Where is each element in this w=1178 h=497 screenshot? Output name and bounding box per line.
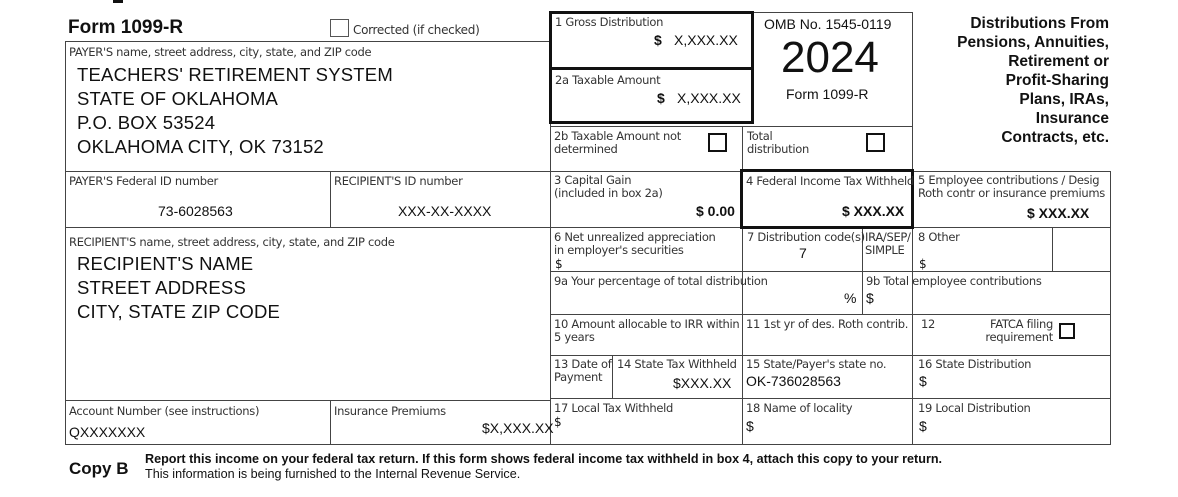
grid-line — [742, 126, 912, 127]
box-19-label: 19 Local Distribution — [918, 401, 1031, 415]
box-14-value: $XXX.XX — [673, 375, 732, 391]
omb-number: OMB No. 1545-0119 — [764, 16, 892, 32]
fatca-label: FATCA filing requirement — [985, 317, 1053, 344]
grid-line — [1052, 227, 1053, 271]
box-9a-label: 9a Your percentage of total distribution — [554, 274, 768, 288]
box-17-value: $ — [554, 415, 562, 429]
box-17-label: 17 Local Tax Withheld — [554, 401, 674, 415]
box-9a-value: % — [844, 290, 857, 306]
clipped-text-fragment — [113, 0, 123, 3]
box-2b-label: 2b Taxable Amount not determined — [554, 129, 681, 156]
box-4-value: $ XXX.XX — [842, 203, 905, 219]
box-1-dollar: $ — [654, 32, 662, 48]
box-5-label: 5 Employee contributions / Desig Roth contr or insurance premiums — [918, 173, 1105, 200]
box-8-label: 8 Other — [918, 230, 960, 244]
recipient-address-label: RECIPIENT'S name, street address, city, state, and ZIP code — [69, 235, 395, 249]
grid-line — [550, 355, 1111, 356]
insurance-premiums-label: Insurance Premiums — [334, 404, 446, 418]
grid-line — [65, 171, 1111, 172]
payer-address: TEACHERS' RETIREMENT SYSTEM STATE OF OKLAHOMA P.O. BOX 53524 OKLAHOMA CITY, OK 73152 — [77, 64, 393, 157]
form-name: Form 1099-R — [786, 86, 869, 102]
box-8-value: $ — [919, 257, 927, 271]
grid-line — [550, 271, 1111, 272]
grid-line — [1110, 171, 1111, 445]
grid-line — [65, 227, 550, 228]
box-5-value: $ XXX.XX — [1027, 205, 1090, 221]
fatca-checkbox[interactable] — [1059, 323, 1075, 339]
box-15-value: OK-736028563 — [746, 373, 841, 389]
grid-line — [612, 355, 613, 399]
payer-federal-id-label: PAYER'S Federal ID number — [69, 174, 218, 188]
box-7-label: 7 Distribution code(s) — [747, 230, 865, 244]
payer-address-label: PAYER'S name, street address, city, state, and ZIP code — [69, 45, 372, 59]
insurance-premiums-value: $X,XXX.XX — [482, 420, 554, 436]
tax-year: 2024 — [781, 33, 879, 82]
box-16-value: $ — [919, 373, 927, 389]
account-number: QXXXXXXX — [69, 424, 146, 440]
box-19-value: $ — [919, 418, 927, 434]
box-2b-checkbox[interactable] — [708, 133, 727, 152]
box-4-label: 4 Federal Income Tax Withheld — [746, 174, 914, 188]
form-title: Form 1099-R — [68, 17, 184, 38]
copy-label: Copy B — [69, 459, 129, 478]
box-2a-value: X,XXX.XX — [677, 90, 741, 106]
box-9b-value: $ — [866, 290, 874, 306]
box-12-label: 12 — [921, 317, 936, 331]
box-2a-label: 2a Taxable Amount — [555, 73, 661, 87]
box-6-label: 6 Net unrealized appreciation in employer's securities — [554, 230, 716, 257]
box-10-label: 10 Amount allocable to IRR within 5 years — [554, 317, 740, 344]
corrected-label: Corrected (if checked) — [353, 23, 480, 37]
box-1-value: X,XXX.XX — [674, 32, 738, 48]
box-2a-dollar: $ — [657, 90, 665, 106]
box-9b-label: 9b Total employee contributions — [866, 274, 1042, 288]
box-18-value: $ — [746, 418, 754, 434]
grid-line — [862, 271, 863, 315]
box-13-label: 13 Date of Payment — [554, 357, 612, 384]
grid-line — [65, 41, 550, 42]
grid-line — [550, 398, 1111, 399]
grid-line — [65, 41, 66, 445]
grid-line — [65, 444, 1111, 445]
box-1-label: 1 Gross Distribution — [555, 15, 664, 29]
grid-line — [550, 314, 1111, 315]
box-18-label: 18 Name of locality — [746, 401, 853, 415]
box-11-label: 11 1st yr of des. Roth contrib. — [746, 317, 909, 331]
grid-line — [330, 400, 331, 445]
box-3-value: $ 0.00 — [696, 203, 735, 219]
total-distribution-label: Total distribution — [747, 129, 809, 156]
box-15-label: 15 State/Payer's state no. — [746, 357, 887, 371]
box-16-label: 16 State Distribution — [918, 357, 1032, 371]
account-number-label: Account Number (see instructions) — [69, 404, 260, 418]
footer-notice: This information is being furnished to the Internal Revenue Service. — [145, 467, 521, 481]
recipient-id-label: RECIPIENT'S ID number — [334, 174, 463, 188]
box-6-value: $ — [555, 257, 563, 271]
box-3-label: 3 Capital Gain (included in box 2a) — [554, 173, 663, 200]
box-14-label: 14 State Tax Withheld — [617, 357, 737, 371]
grid-line — [330, 171, 331, 228]
corrected-checkbox[interactable] — [330, 19, 349, 37]
form-side-title: Distributions From Pensions, Annuities, Retirement or Profit-Sharing Plans, IRAs, Insurance Contracts, etc. — [957, 15, 1109, 146]
total-distribution-checkbox[interactable] — [866, 133, 885, 152]
recipient-address: RECIPIENT'S NAME STREET ADDRESS CITY, STATE ZIP CODE — [77, 253, 281, 322]
box-7-value: 7 — [799, 245, 807, 261]
grid-line — [550, 126, 742, 127]
footer-instruction: Report this income on your federal tax return. If this form shows federal income tax withheld in box 4, attach this copy to your return. — [145, 452, 943, 466]
recipient-id: XXX-XX-XXXX — [398, 203, 492, 219]
ira-sep-simple-label: IRA/SEP/ SIMPLE — [865, 230, 911, 257]
payer-federal-id: 73-6028563 — [158, 203, 233, 219]
grid-line — [65, 400, 550, 401]
